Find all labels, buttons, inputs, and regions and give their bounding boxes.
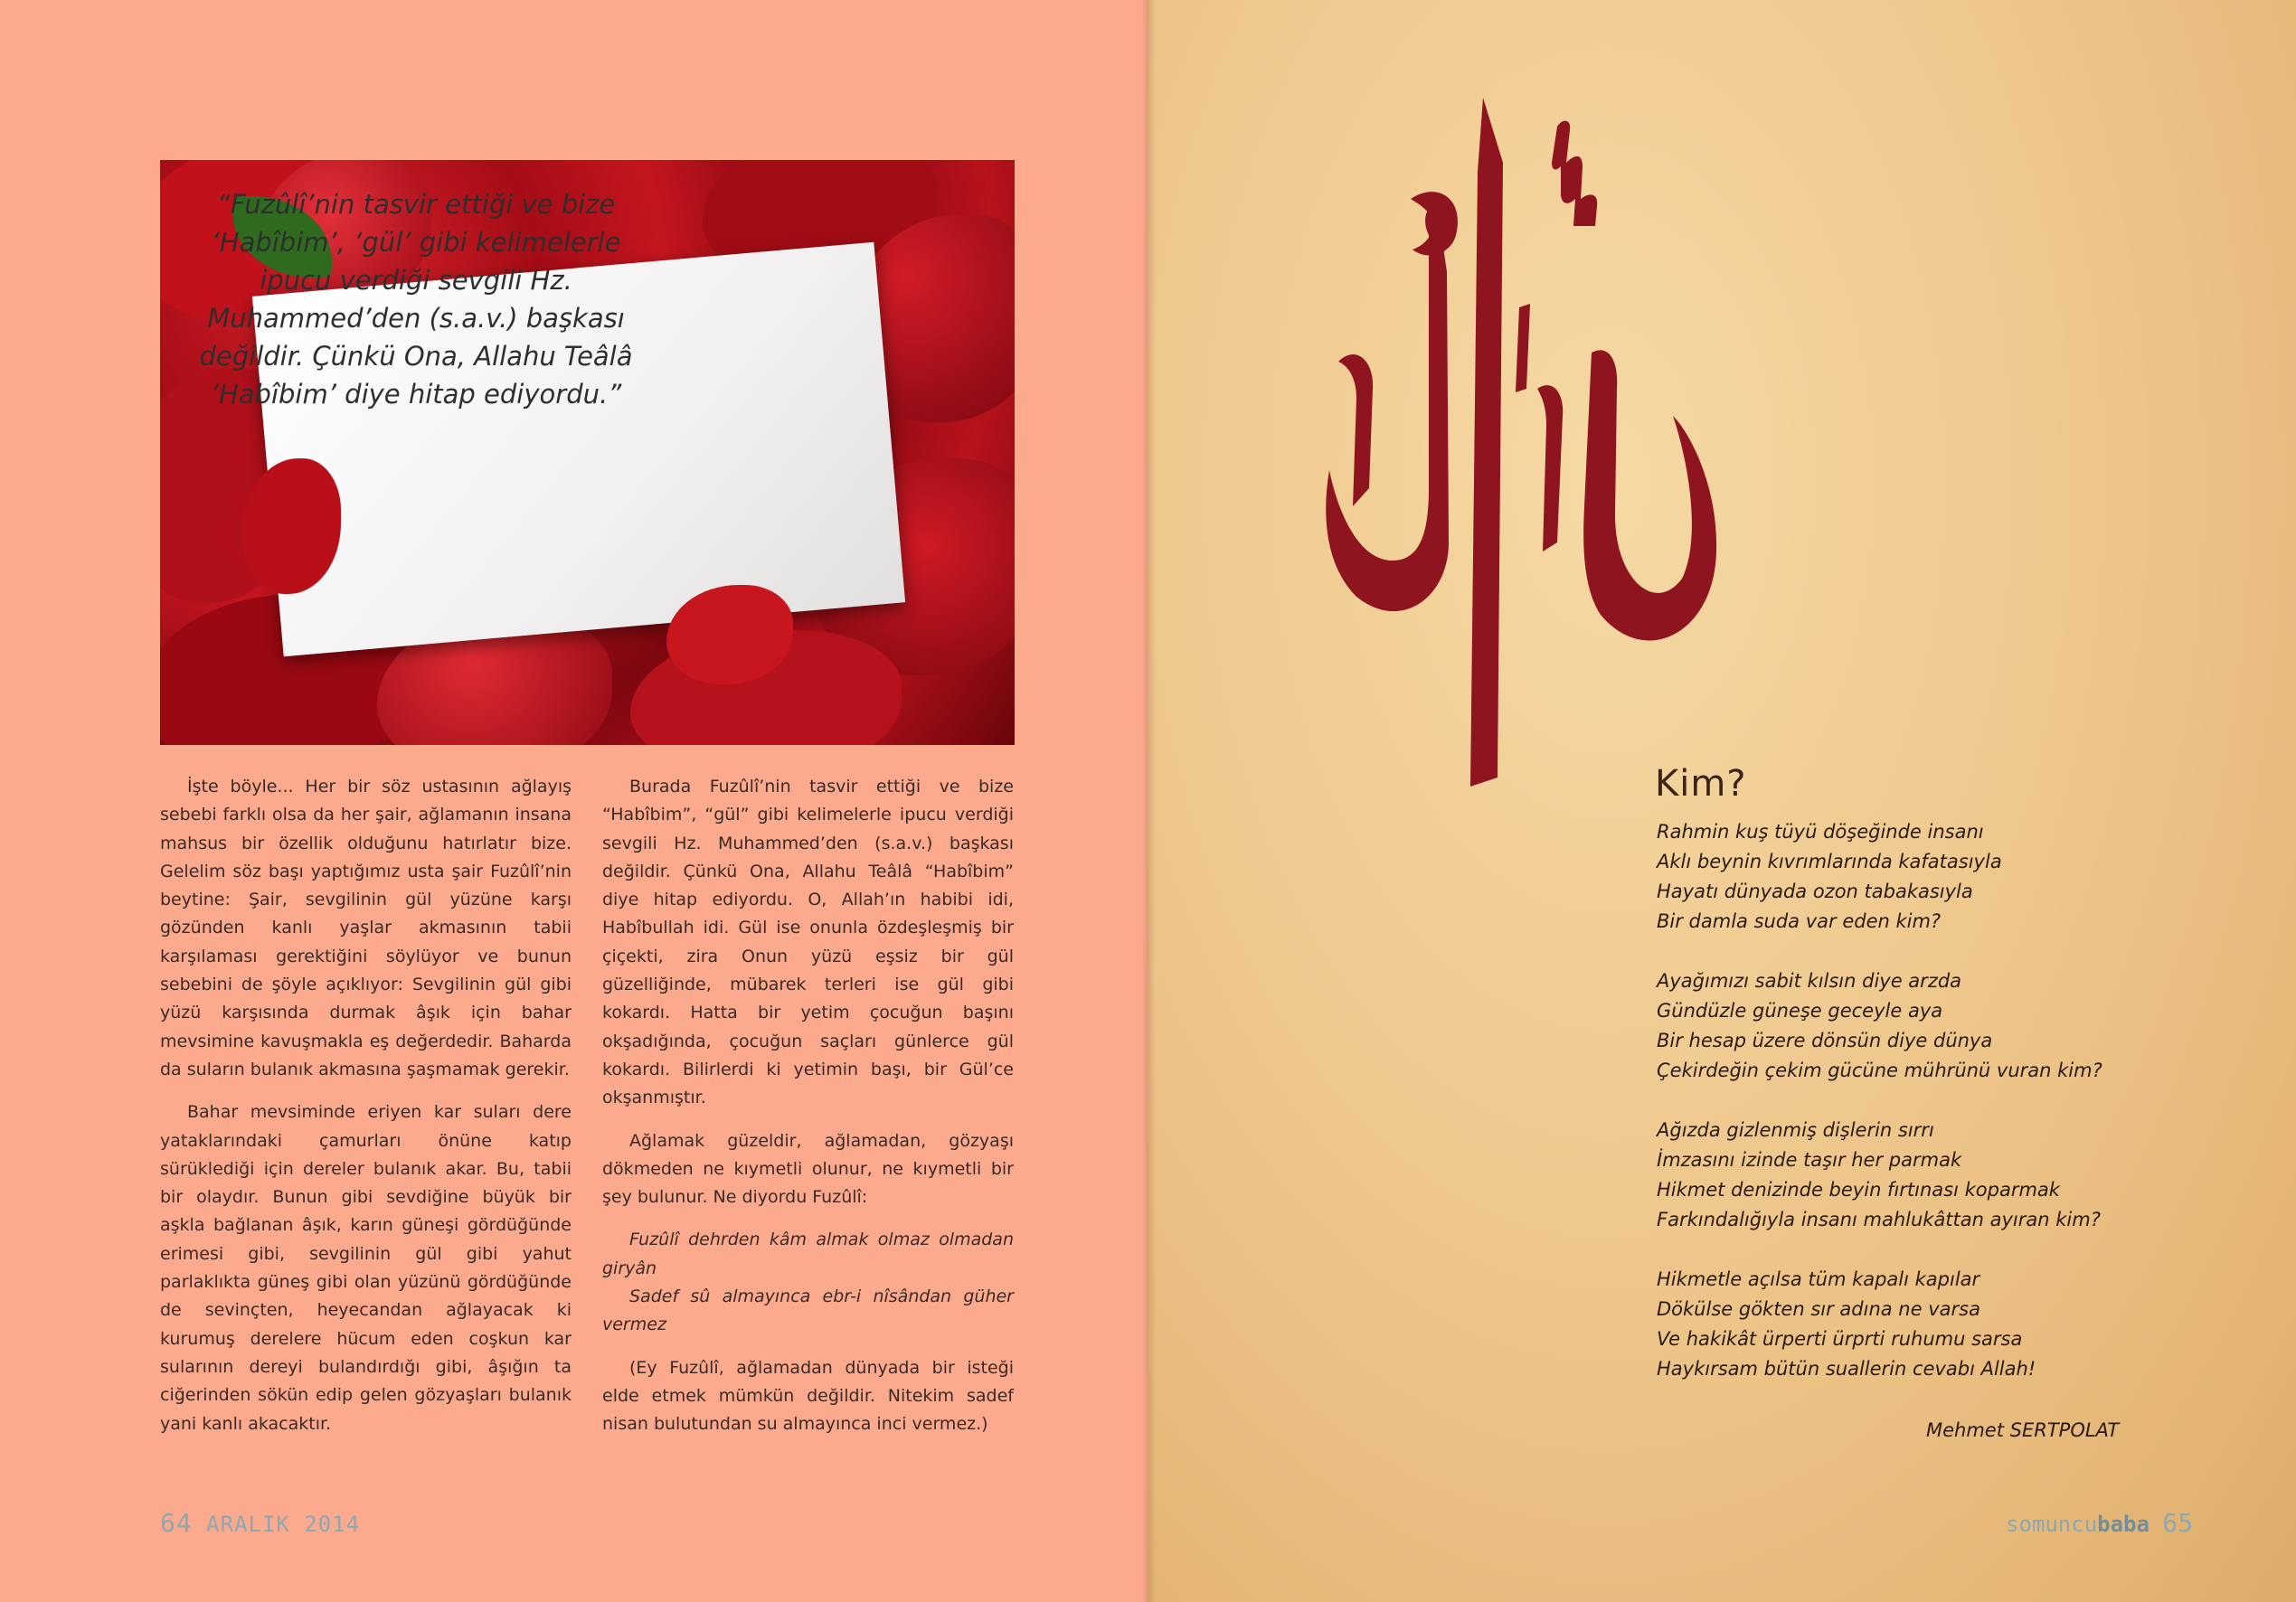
article-column-2: [602, 773, 1014, 1454]
pull-quote: [194, 185, 638, 413]
poem-line: Bir hesap üzere dönsün diye dünya: [1657, 1030, 1993, 1051]
poem-line: Ağızda gizlenmiş dişlerin sırrı: [1657, 1119, 1934, 1141]
folio-left: [160, 1508, 360, 1538]
poem-line: Haykırsam bütün suallerin cevabı Allah!: [1657, 1358, 2036, 1380]
verse-line: Sadef sû almayınca ebr-i nîsândan güher vermez: [602, 1286, 1014, 1335]
quote-line: ‘Habîbim’, ‘gül’ gibi kelimelerle: [211, 227, 621, 258]
poem-author: Mehmet SERTPOLAT: [1926, 1419, 2120, 1441]
page-number: 64: [160, 1508, 193, 1538]
article-paragraph: (Ey Fuzûlî, ağlamadan dünyada bir isteği elde etmek mümkün değildir. Nitekim sadef nisan bulutundan su almayınca inci vermez.): [602, 1357, 1014, 1435]
spine-shadow: [1141, 0, 1156, 1602]
poem-line: Ve hakikât ürperti ürprti ruhumu sarsa: [1657, 1328, 2023, 1350]
poem-title: Kim?: [1655, 763, 1747, 805]
quote-line: ipucu verdiği sevgili Hz.: [260, 265, 572, 296]
poem-line: Bir damla suda var eden kim?: [1657, 910, 1942, 932]
brand-part: somuncu: [2006, 1512, 2098, 1537]
poem-line: Hayatı dünyada ozon tabakasıyla: [1657, 881, 1973, 902]
poem-line: Farkındalığıyla insanı mahlukâttan ayıran kim?: [1657, 1209, 2101, 1230]
article-paragraph: Ağlamak güzeldir, ağlamadan, gözyaşı dökmeden ne kıymetli olunur, ne kıymetli bir şey bulunur. Ne diyordu Fuzûlî:: [602, 1130, 1014, 1208]
poem-line: Ayağımızı sabit kılsın diye arzda: [1657, 970, 1962, 992]
poem-line: Hikmetle açılsa tüm kapalı kapılar: [1657, 1268, 1980, 1290]
poem-line: Çekirdeğin çekim gücüne mührünü vuran kim?: [1657, 1060, 2102, 1081]
poem: [1657, 817, 2163, 1414]
magazine-brand: [2006, 1512, 2150, 1537]
issue-date: ARALIK 2014: [206, 1512, 361, 1537]
stanza: [1657, 966, 2163, 1086]
poem-line: Rahmin kuş tüyü döşeğinde insanı: [1657, 821, 1984, 843]
quote-line: “Fuzûlî’nin tasvir ettiği ve bize: [216, 189, 616, 220]
stanza: [1657, 1116, 2163, 1235]
brand-part: baba: [2097, 1512, 2150, 1537]
article-paragraph: Burada Fuzûlî’nin tasvir ettiği ve bize “Habîbim”, “gül” gibi kelimelerle ipucu verdiği sevgili Hz. Muhammed’den (s.a.v.) başkası değildir. Çünkü Ona, Allahu Teâlâ “Habîbim” diye hitap ediyordu. O, Allah’ın habibi idi, Habîbullah idi. Gül ise onunla özdeşleşmiş bir çiçekti, zira Onun yüzü eşsiz bir gül güzelliğinde, mübarek terleri ise gül gibi kokardı. Hatta bir yetim çocuğun başını okşadığında, çocuğun saçları günlerce gül kokardı. Bilirlerdi ki yetimin başı, bir Gül’ce okşanmıştır.: [602, 777, 1014, 1108]
poem-line: İmzasını izinde taşır her parmak: [1657, 1149, 1962, 1171]
quote-line: değildir. Çünkü Ona, Allahu Teâlâ: [199, 341, 633, 372]
article-paragraph: Bahar mevsiminde eriyen kar suları dere yataklarındaki çamurları önüne katıp sürüklediği için dereler bulanık akar. Bu, tabii bir olaydır. Bunun gibi sevdiğine büyük bir aşkla bağlanan âşık, karın güneşi gördüğünde erimesi gibi, sevgilinin gül gibi yahut parlaklıkta güneş gibi olan yüzünü gördüğünde de sevinçten, heyecandan ağlayacak ki kurumuş derelere hücum eden coşkun kar sularının dereyi bulandırdığı gibi, âşığın ta ciğerinden sökün edip gelen gözyaşları bulanık yani kanlı akacaktır.: [160, 1102, 572, 1434]
folio-right: [2006, 1508, 2193, 1538]
quote-line: ‘Habîbim’ diye hitap ediyordu.”: [210, 379, 622, 410]
quote-line: Muhammed’den (s.a.v.) başkası: [207, 303, 625, 334]
stanza: [1657, 817, 2163, 937]
article-paragraph: İşte böyle... Her bir söz ustasının ağlayış sebebi farklı olsa da her şair, ağlamanın insana mahsus bir özellik olduğunu hatırlatır bize. Gelelim söz başı yaptığımız usta şair Fuzûlî’nin beytine: Şair, sevgilinin gül yüzüne karşı gözünden kanlı yaşlar akmasının tabii karşılaması gerektiğini söylüyor ve bunun sebebini de şöyle açıklıyor: Sevgilinin gül gibi yüzü karşısında durmak âşık için bahar mevsimine kavuşmakla eş değerdedir. Baharda da suların bulanık akmasına şaşmamak gerekir.: [160, 777, 572, 1079]
poem-line: Gündüzle güneşe geceyle aya: [1657, 1000, 1943, 1022]
stanza: [1657, 1265, 2163, 1384]
verse-line: Fuzûlî dehrden kâm almak olmaz olmadan giryân: [602, 1230, 1014, 1278]
poem-line: Hikmet denizinde beyin fırtınası koparmak: [1657, 1179, 2060, 1201]
page-number: 65: [2162, 1508, 2194, 1538]
allah-calligraphy: [1293, 90, 1727, 787]
article-column-1: [160, 773, 572, 1453]
poem-line: Aklı beynin kıvrımlarında kafatasıyla: [1657, 851, 2002, 872]
poem-line: Dökülse gökten sır adına ne varsa: [1657, 1298, 1980, 1320]
